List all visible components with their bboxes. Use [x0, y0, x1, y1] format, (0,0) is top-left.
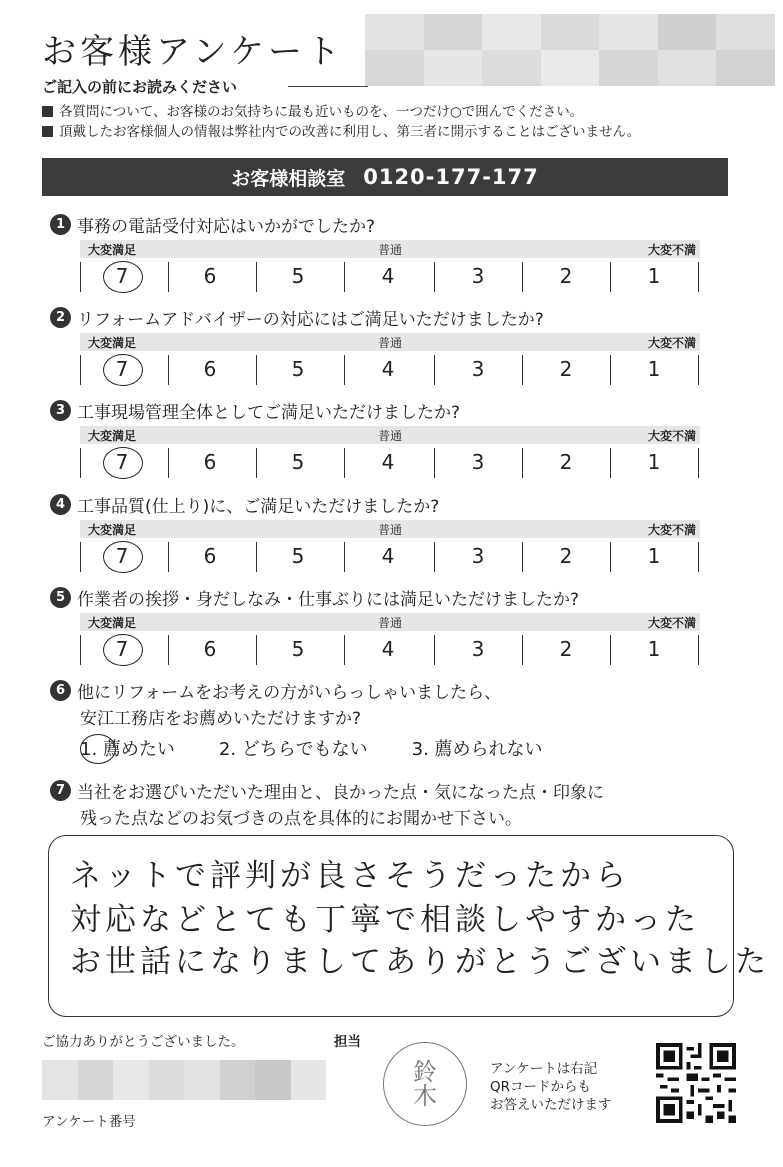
selected-circle	[103, 354, 143, 386]
rating-option[interactable]: 1	[647, 637, 661, 661]
rating-option[interactable]: 1	[647, 264, 661, 288]
selected-circle	[103, 634, 143, 666]
qr-instructions: アンケートは右記 QRコードからも お答えいただけます	[490, 1061, 612, 1113]
scale-divider	[256, 262, 257, 292]
scale-left-label: 大変満足	[88, 616, 137, 630]
rating-option[interactable]: 6	[203, 450, 217, 474]
scale-center-label: 普通	[377, 336, 402, 350]
scale-divider	[80, 448, 81, 478]
scale-divider	[80, 635, 81, 665]
scale-divider	[522, 635, 523, 665]
redacted-logo-area	[365, 14, 775, 86]
comment-line: お世話になりましてありがとうございました	[70, 944, 770, 980]
scale-divider	[522, 262, 523, 292]
scale-divider	[698, 448, 699, 478]
scale-divider	[344, 355, 345, 385]
q6-option[interactable]: 2. どちらでもない	[218, 739, 368, 760]
scale-divider	[256, 355, 257, 385]
scale-center-label: 普通	[377, 616, 402, 630]
q6-selected-circle	[80, 734, 116, 764]
comment-line: ネットで評判が良さそうだったから	[70, 858, 630, 894]
rating-option[interactable]: 6	[203, 637, 217, 661]
rating-option[interactable]: 4	[381, 637, 395, 661]
rating-option[interactable]: 7	[115, 544, 129, 568]
rating-option[interactable]: 2	[559, 637, 573, 661]
scale-divider	[344, 262, 345, 292]
q6-option[interactable]: 3. 薦められない	[411, 739, 543, 760]
rating-option[interactable]: 7	[115, 357, 129, 381]
scale-divider	[168, 542, 169, 572]
rating-option[interactable]: 2	[559, 264, 573, 288]
scale-divider	[610, 635, 611, 665]
rating-option[interactable]: 6	[203, 544, 217, 568]
comment-line: 対応などとても丁寧で相談しやすかった	[70, 902, 700, 938]
scale-divider	[80, 262, 81, 292]
scale-divider	[698, 355, 699, 385]
scale-center-label: 普通	[377, 243, 402, 257]
rating-option[interactable]: 3	[471, 544, 485, 568]
scale-divider	[610, 262, 611, 292]
instructions-heading: ご記入の前にお読みください	[42, 78, 238, 96]
qr-code-icon[interactable]	[656, 1043, 736, 1123]
question-1: 1 事務の電話受付対応はいかがでしたか?	[50, 212, 375, 237]
rating-option[interactable]: 7	[115, 450, 129, 474]
divider	[288, 86, 368, 87]
rating-option[interactable]: 2	[559, 544, 573, 568]
rating-scale	[80, 426, 700, 486]
rating-option[interactable]: 2	[559, 357, 573, 381]
rating-option[interactable]: 1	[647, 544, 661, 568]
scale-divider	[168, 635, 169, 665]
contact-label: お客様相談室	[231, 167, 346, 190]
scale-divider	[434, 542, 435, 572]
rating-option[interactable]: 3	[471, 450, 485, 474]
scale-divider	[610, 355, 611, 385]
question-6: 6 他にリフォームをお考えの方がいらっしゃいましたら、	[50, 678, 501, 703]
scale-divider	[168, 262, 169, 292]
scale-divider	[434, 355, 435, 385]
scale-divider	[698, 542, 699, 572]
contact-phone: 0120-177-177	[363, 165, 539, 189]
rating-option[interactable]: 3	[471, 357, 485, 381]
scale-divider	[80, 542, 81, 572]
scale-center-label: 普通	[377, 429, 402, 443]
rating-option[interactable]: 5	[291, 264, 305, 288]
scale-divider	[434, 448, 435, 478]
question-7: 7 当社をお選びいただいた理由と、良かった点・気になった点・印象に	[50, 778, 604, 803]
scale-divider	[168, 355, 169, 385]
scale-divider	[344, 448, 345, 478]
scale-left-label: 大変満足	[88, 336, 137, 350]
rating-option[interactable]: 7	[115, 637, 129, 661]
scale-divider	[522, 542, 523, 572]
scale-divider	[256, 635, 257, 665]
rating-option[interactable]: 5	[291, 357, 305, 381]
scale-divider	[610, 542, 611, 572]
scale-divider	[344, 635, 345, 665]
thanks-text: ご協力ありがとうございました。	[42, 1034, 245, 1050]
q6-option[interactable]: 1. 薦めたい	[80, 739, 175, 760]
question-7-line2: 残った点などのお気づきの点を具体的にお聞かせ下さい。	[80, 809, 522, 829]
scale-divider	[522, 355, 523, 385]
instruction-note: 頂戴したお客様個人の情報は弊社内での改善に利用し、第三者に開示することはございません。	[42, 120, 640, 140]
scale-divider	[434, 262, 435, 292]
q6-options	[80, 735, 587, 761]
rating-option[interactable]: 6	[203, 264, 217, 288]
rating-option[interactable]: 5	[291, 637, 305, 661]
scale-right-label: 大変不満	[647, 523, 696, 537]
rating-scale	[80, 333, 700, 393]
scale-right-label: 大変不満	[647, 429, 696, 443]
rating-option[interactable]: 4	[381, 450, 395, 474]
scale-center-label: 普通	[377, 523, 402, 537]
survey-number-label: アンケート番号	[42, 1114, 136, 1130]
rating-option[interactable]: 6	[203, 357, 217, 381]
question-3: 3 工事現場管理全体としてご満足いただけましたか?	[50, 398, 460, 423]
rating-option[interactable]: 3	[471, 637, 485, 661]
contact-banner	[42, 158, 728, 196]
rating-option[interactable]: 2	[559, 450, 573, 474]
scale-divider	[698, 262, 699, 292]
question-4: 4 工事品質(仕上り)に、ご満足いただけましたか?	[50, 492, 439, 517]
rating-scale	[80, 613, 700, 673]
selected-circle	[103, 541, 143, 573]
rating-option[interactable]: 3	[471, 264, 485, 288]
scale-left-label: 大変満足	[88, 243, 137, 257]
scale-divider	[256, 542, 257, 572]
redacted-id-area	[42, 1060, 326, 1100]
rating-scale	[80, 520, 700, 580]
rating-option[interactable]: 4	[381, 264, 395, 288]
scale-left-label: 大変満足	[88, 429, 137, 443]
scale-divider	[256, 448, 257, 478]
question-6-line2: 安江工務店をお薦めいただけますか?	[80, 709, 362, 729]
scale-divider	[522, 448, 523, 478]
selected-circle	[103, 261, 143, 293]
instruction-note: 各質問について、お客様のお気持ちに最も近いものを、一つだけ○で囲んでください。	[42, 100, 583, 120]
rating-option[interactable]: 4	[381, 357, 395, 381]
scale-right-label: 大変不満	[647, 336, 696, 350]
rating-option[interactable]: 7	[115, 264, 129, 288]
scale-left-label: 大変満足	[88, 523, 137, 537]
scale-divider	[344, 542, 345, 572]
scale-divider	[80, 355, 81, 385]
question-2: 2 リフォームアドバイザーの対応にはご満足いただけましたか?	[50, 305, 544, 330]
question-5: 5 作業者の挨拶・身だしなみ・仕事ぶりには満足いただけましたか?	[50, 585, 579, 610]
scale-divider	[610, 448, 611, 478]
scale-divider	[434, 635, 435, 665]
scale-divider	[698, 635, 699, 665]
rating-scale	[80, 240, 700, 300]
selected-circle	[103, 447, 143, 479]
staff-label: 担当	[334, 1034, 361, 1050]
rating-option[interactable]: 1	[647, 450, 661, 474]
staff-seal-stamp: 鈴 木	[383, 1042, 467, 1126]
scale-right-label: 大変不満	[647, 616, 696, 630]
square-bullet-icon	[42, 126, 53, 137]
scale-divider	[168, 448, 169, 478]
rating-option[interactable]: 5	[291, 544, 305, 568]
page-title: お客様アンケート	[42, 32, 344, 72]
rating-option[interactable]: 4	[381, 544, 395, 568]
square-bullet-icon	[42, 106, 53, 117]
rating-option[interactable]: 5	[291, 450, 305, 474]
rating-option[interactable]: 1	[647, 357, 661, 381]
scale-right-label: 大変不満	[647, 243, 696, 257]
